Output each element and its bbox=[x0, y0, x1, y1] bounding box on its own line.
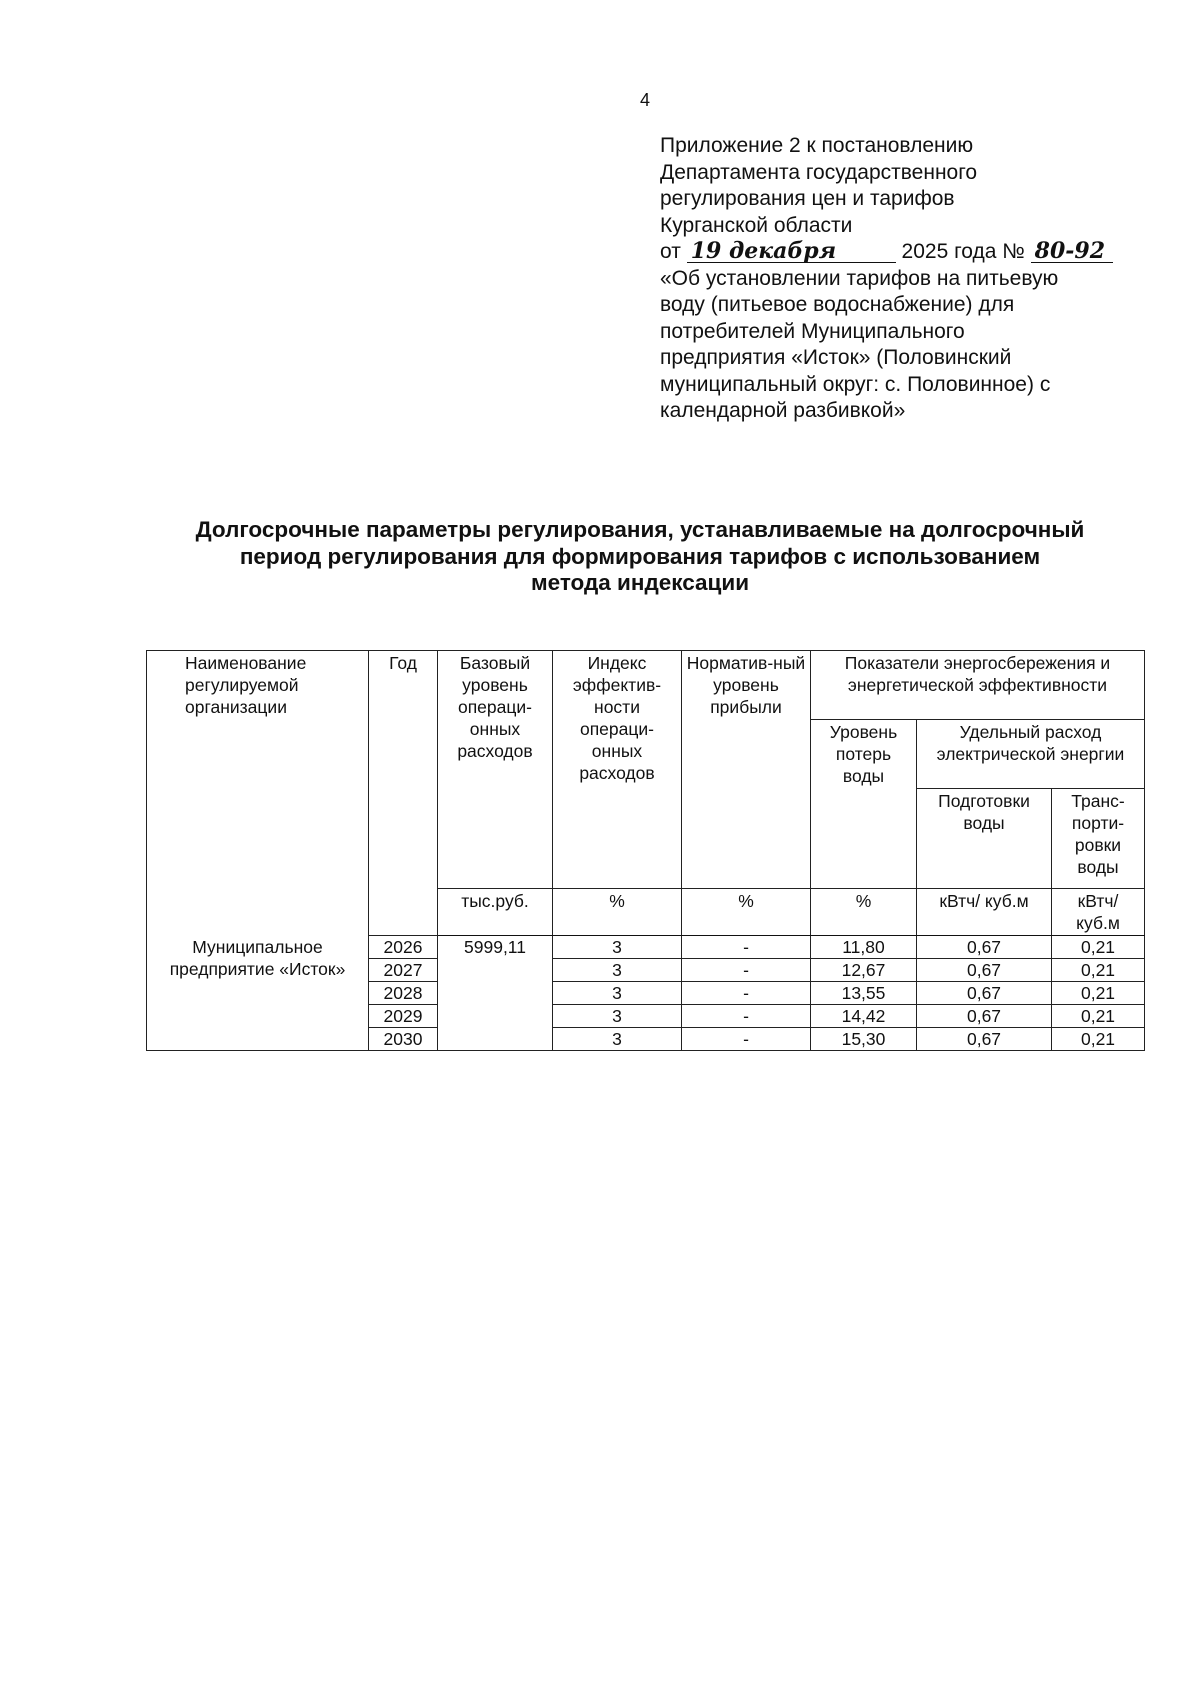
cell-prep: 0,67 bbox=[917, 936, 1052, 959]
cell-year: 2028 bbox=[369, 982, 438, 1005]
cell-year: 2026 bbox=[369, 936, 438, 959]
appendix-subject-line: воду (питьевое водоснабжение) для bbox=[660, 293, 1015, 316]
header-prep: Подготовки воды bbox=[917, 789, 1052, 889]
cell-transport: 0,21 bbox=[1052, 982, 1145, 1005]
appendix-line: Приложение 2 к постановлению bbox=[660, 134, 974, 157]
cell-losses: 11,80 bbox=[811, 936, 917, 959]
cell-profit: - bbox=[682, 1005, 811, 1028]
handwritten-number: 80-92 bbox=[1031, 240, 1113, 263]
title-line: Долгосрочные параметры регулирования, устанавливаемые на долгосрочный bbox=[195, 517, 1085, 542]
cell-prep: 0,67 bbox=[917, 1005, 1052, 1028]
appendix-subject-line: потребителей Муниципального bbox=[660, 319, 965, 343]
cell-base-value: 5999,11 bbox=[438, 936, 553, 1051]
cell-profit: - bbox=[682, 959, 811, 982]
unit-prep: кВтч/ куб.м bbox=[917, 889, 1052, 936]
cell-losses: 15,30 bbox=[811, 1028, 917, 1051]
unit-transport: кВтч/ куб.м bbox=[1052, 889, 1145, 936]
date-prefix: от bbox=[660, 240, 681, 263]
header-losses: Уровень потерь воды bbox=[811, 720, 917, 889]
cell-prep: 0,67 bbox=[917, 982, 1052, 1005]
cell-year: 2027 bbox=[369, 959, 438, 982]
cell-prep: 0,67 bbox=[917, 959, 1052, 982]
unit-index: % bbox=[553, 889, 682, 936]
appendix-line: Департамента государственного bbox=[660, 160, 978, 184]
header-energy-group: Показатели энергосбережения и энергетической эффективности bbox=[811, 651, 1145, 720]
document-title bbox=[140, 517, 1140, 597]
header-org: Наименование регулируемой организации bbox=[147, 651, 369, 936]
cell-losses: 12,67 bbox=[811, 959, 917, 982]
table-row bbox=[147, 936, 1145, 959]
appendix-line: регулирования цен и тарифов bbox=[660, 187, 955, 210]
cell-losses: 13,55 bbox=[811, 982, 917, 1005]
header-transport: Транс-порти-ровки воды bbox=[1052, 789, 1145, 889]
unit-profit: % bbox=[682, 889, 811, 936]
year-text: 2025 года № bbox=[901, 240, 1025, 263]
appendix-block bbox=[660, 133, 1130, 425]
cell-transport: 0,21 bbox=[1052, 1005, 1145, 1028]
appendix-date-line bbox=[660, 239, 1130, 266]
parameters-table bbox=[146, 650, 1145, 1051]
org-name: Муниципальное предприятие «Исток» bbox=[147, 936, 369, 1051]
appendix-line: Курганской области bbox=[660, 213, 853, 237]
appendix-subject-line: муниципальный округ: с. Половинное) с bbox=[660, 372, 1051, 396]
cell-profit: - bbox=[682, 936, 811, 959]
appendix-subject-line: календарной разбивкой» bbox=[660, 399, 906, 422]
cell-profit: - bbox=[682, 1028, 811, 1051]
cell-transport: 0,21 bbox=[1052, 936, 1145, 959]
header-index: Индекс эффектив-ности операци-онных расходов bbox=[553, 651, 682, 889]
header-profit: Норматив-ный уровень прибыли bbox=[682, 651, 811, 889]
unit-base: тыс.руб. bbox=[438, 889, 553, 936]
header-specific: Удельный расход электрической энергии bbox=[917, 720, 1145, 789]
cell-index: 3 bbox=[553, 959, 682, 982]
cell-index: 3 bbox=[553, 936, 682, 959]
cell-year: 2029 bbox=[369, 1005, 438, 1028]
cell-index: 3 bbox=[553, 1005, 682, 1028]
cell-year: 2030 bbox=[369, 1028, 438, 1051]
handwritten-date: 19 декабря bbox=[687, 240, 896, 263]
cell-transport: 0,21 bbox=[1052, 959, 1145, 982]
cell-index: 3 bbox=[553, 1028, 682, 1051]
page-number: 4 bbox=[640, 90, 651, 110]
cell-profit: - bbox=[682, 982, 811, 1005]
title-line: метода индексации bbox=[530, 570, 750, 595]
cell-prep: 0,67 bbox=[917, 1028, 1052, 1051]
cell-losses: 14,42 bbox=[811, 1005, 917, 1028]
title-line: период регулирования для формирования тарифов с использованием bbox=[239, 543, 1041, 569]
header-base: Базовый уровень операци-онных расходов bbox=[438, 651, 553, 889]
cell-transport: 0,21 bbox=[1052, 1028, 1145, 1051]
cell-index: 3 bbox=[553, 982, 682, 1005]
unit-losses: % bbox=[811, 889, 917, 936]
header-year: Год bbox=[369, 651, 438, 936]
appendix-subject-line: предприятия «Исток» (Половинский bbox=[660, 346, 1012, 369]
appendix-subject-line: «Об установлении тарифов на питьевую bbox=[660, 266, 1059, 290]
